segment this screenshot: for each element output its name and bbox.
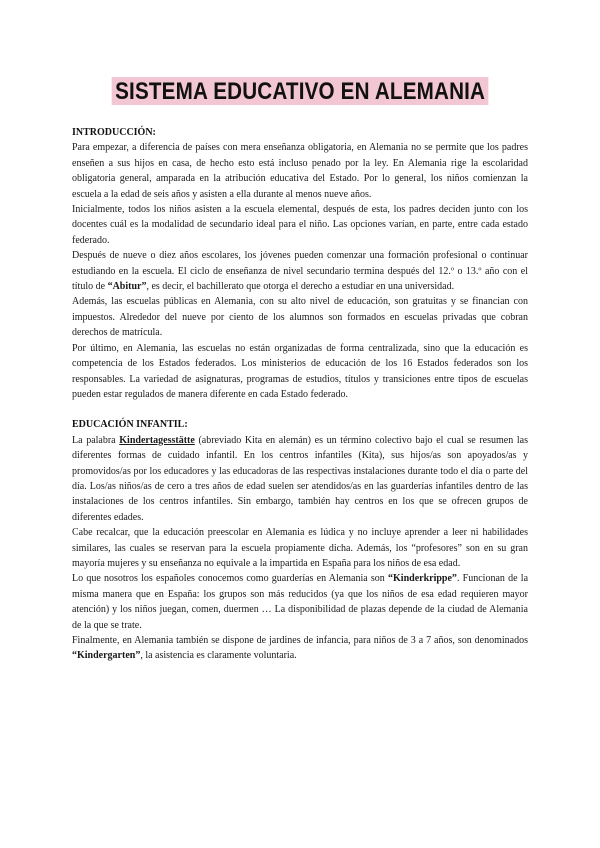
kindergarten-term: “Kindergarten” xyxy=(72,650,141,662)
section-heading-introduccion: INTRODUCCIÓN: xyxy=(72,127,156,138)
kinderkrippe-term: “Kinderkrippe” xyxy=(388,573,457,585)
infantil-p1-text-end: (abreviado Kita en alemán) es un término colectivo bajo el cual se resumen las diferentes formas de cuidado infantil. En los centros infantiles (Kita), sus hijos/as son apoyados/as y promovidos/as por los educadores y las educadoras de las respectivas instalaciones durante todo el día o parte del día. Los/as niños/as de cero a tres años de edad suelen ser atendidos/as en las guarderías infantiles dentro de las instalaciones de los centros infantiles. Sin embargo, también hay centros en los que se ofrecen grupos de diferentes edades. xyxy=(72,434,528,523)
title-container xyxy=(0,77,600,105)
infantil-paragraph-2: Cabe recalcar, que la educación preescolar en Alemania es lúdica y no incluye aprender a leer ni habilidades similares, las cuales se reservan para la escuela propiamente dicha. Además, los “profesores” son en su gran mayoría mujeres y su enseñanza no equivale a la impartida en España para los niños de esa edad. xyxy=(72,527,528,569)
intro-p3-text-start: Después de nueve o diez años escolares, los jóvenes pueden comenzar una formación profesional o continuar estudiando en la escuela. El ciclo de enseñanza de nivel secundario termina después del 12.º o 13.º año con el título de xyxy=(72,250,528,293)
intro-paragraph-2: Inicialmente, todos los niños asisten a la escuela elemental, después de esta, los padres deciden junto con los docentes cuál es la modalidad de secundario ideal para el niño. Las opciones varían, en parte, entre cada estado federado. xyxy=(72,204,528,246)
intro-paragraph-4: Además, las escuelas públicas en Alemania, con su alto nivel de educación, son gratuitas y se financian con impuestos. Alrededor del nueve por ciento de los alumnos son formados en escuelas privadas que cobran derechos de matrícula. xyxy=(72,296,528,339)
abitur-term: “Abitur” xyxy=(107,281,147,293)
kindertagesstaette-term: Kindertagesstätte xyxy=(119,434,195,446)
section-spacer xyxy=(72,402,528,417)
intro-paragraph-1: Para empezar, a diferencia de países con mera enseñanza obligatoria, en Alemania no se permite que los padres enseñen a sus hijos en casa, de hecho esto está incluso penado por la ley. En Alemania rige la escolaridad obligatoria general, amparada en la atribución educativa del Estado. Por lo general, los niños comienzan la escuela a la edad de seis años y asisten a ella durante al menos nueve años. xyxy=(72,142,528,200)
intro-paragraph-3 xyxy=(72,248,528,294)
infantil-p3-text-start: Lo que nosotros los españoles conocemos como guarderías en Alemania son xyxy=(72,573,389,585)
infantil-p3-text-end: . Funcionan de la misma manera que en España: los grupos son más reducidos (ya que los niños de esa edad requieren mayor atención) y los niños juegan, comen, duermen … La disponibilidad de plazas depende de la ciudad de Alemania de la que se trate. xyxy=(72,573,529,631)
intro-paragraph-5: Por último, en Alemania, las escuelas no están organizadas de forma centralizada, sino que la educación es competencia de los Estados federados. Los ministerios de educación de los 16 Estados federados son los responsables. La variedad de asignaturas, programas de estudios, títulos y transiciones entre tipos de escuelas pueden estar regulados de manera diferente en cada Estado federado. xyxy=(72,342,528,400)
infantil-paragraph-4 xyxy=(72,633,528,664)
infantil-paragraph-1 xyxy=(72,433,528,525)
infantil-paragraph-3 xyxy=(72,571,528,633)
infantil-p1-text-start: La palabra xyxy=(72,434,120,446)
document-body xyxy=(72,125,528,664)
infantil-p4-text-end: , la asistencia es claramente voluntaria. xyxy=(140,650,297,662)
section-introduccion xyxy=(72,125,528,402)
intro-p3-text-end: , es decir, el bachillerato que otorga el derecho a estudiar en una universidad. xyxy=(146,281,455,293)
document-title: SISTEMA EDUCATIVO EN ALEMANIA xyxy=(112,77,489,105)
section-heading-educacion-infantil: EDUCACIÓN INFANTIL: xyxy=(72,419,188,431)
section-educacion-infantil xyxy=(72,417,528,664)
infantil-p4-text-start: Finalmente, en Alemania también se dispone de jardines de infancia, para niños de 3 a 7 años, son denominados xyxy=(72,635,528,646)
